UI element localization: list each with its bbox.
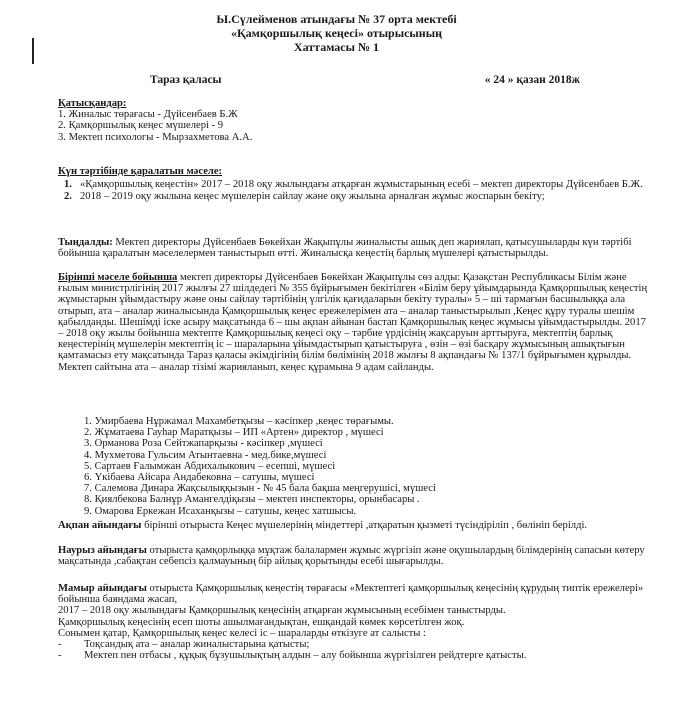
agenda-number: 1.	[64, 179, 72, 191]
member-item: 8. Қиялбекова Балнұр Амангелдіқызы – мектеп инспекторы, орынбасары .	[84, 494, 420, 506]
february-text: бірінші отырыста Кеңес мүшелерінің міндеттері ,атқаратын қызметі түсіндіріліп , бөлініп берілді.	[141, 520, 588, 531]
document-header	[0, 12, 673, 54]
participant-item: 1. Жиналыс төрағасы - Дүйсенбаев Б.Ж	[58, 109, 238, 121]
member-item: 5. Сартаев Ғалымжан Абдихалыкович – есепші, мүшесі	[84, 460, 336, 472]
city-date-row	[150, 74, 580, 86]
first-question-section	[58, 272, 648, 373]
agenda-text: «Қамқоршылық кеңестін» 2017 – 2018 оқу жылындағы атқарған жұмыстарының есебі – мектеп директоры Дүйсенбаев Б.Ж.	[80, 179, 643, 191]
closing-line: Сонымен қатар, Қамқоршылық кеңес келесі іс – шараларды өткізуге ат салысты :	[58, 627, 426, 639]
member-item: 7. Салемова Динара Жақсылыққызын - № 45 бала бақша меңгерушісі, мүшесі	[84, 483, 436, 495]
may-label: Мамыр айындағы	[58, 583, 147, 594]
may-text: отырыста Қамқоршылық кеңестің төрағасы «Мектептегі қамқоршылық кеңесінің құрудың типтік ережелері» бойынша баяндама жасап,	[58, 583, 644, 606]
first-question-text: мектеп директоры Дүйсенбаев Бөкейхан Жақыпұлы сөз алды: Қазақстан Республикасы Білім және ғылым министрлігінің 2017 жылғы 27 шілдедегі № 355 бұйрығымен бекітілген «Білім беру ұйымдарында Қамқоршылық кеңестің жұмыстарын ұйымдастыру және оны сайлау тәртібінің үлгілік қағидаларын бекіту туралы» 5 – ші тармағын басшылыққа ала отырып, ата – аналар жиналысында Қамқоршылық кеңес ережелерімен ата – аналар таныстырылып ,Кеңес құру туралы шешім қабылданды. Шешімді іске асыру мақсатында 6 – шы ақпан айынан бастап Қамқоршылық кеңес жұмысы ұйымдастырылды. 2017 – 2018 оқу жылы бойынша мектепте Қамқоршылық кеңесі оқу – тәрбие үрдісінің жақсаруын арттыруға, мектептің барлық кеңестерінің мүшелерін мектептің іс – шараларына ұйымдастырып қатыстыруға , өзін – өзі басқару жұмысының ашықтығын қамтамасыз ету мақсатында Тараз қаласы әкімдігінің білім бөлімінің 2018 жылғы 8 ақпандағы № 137/1 бұйрығымен құрылды. Мектеп сайтына ата – аналар тізімі жарияланып, кеңес құрамына 9 адам сайланды.	[58, 272, 648, 373]
march-text: отырыста қамқорлыққа мұқтаж балалармен жұмыс жүргізіп және оқушылардың білімдерінің сапасын көтеру мақсатында ,сабақтан себепсіз қалмауының бір айлық қорытынды есебі шығарылды.	[58, 545, 645, 568]
may-section	[58, 583, 648, 661]
participants-title: Қатысқандар:	[58, 98, 127, 109]
members-list	[58, 416, 648, 517]
school-name: Ы.Сүлейменов атындағы № 37 орта мектебі	[216, 12, 457, 26]
member-item: 1. Умирбаева Нұржамал Махамбетқызы – кәсіпкер ,кеңес төрағымы.	[84, 416, 394, 427]
agenda-item	[58, 179, 648, 190]
participants-section	[58, 98, 648, 143]
participant-item: 3. Мектеп психологы - Мырзахметова А.А.	[58, 131, 253, 143]
first-question-label: Бірінші мәселе бойынша	[58, 272, 178, 283]
activity-text: Тоқсандық ата – аналар жиналыстарына қатысты;	[84, 639, 310, 651]
closing-line: Қамқоршылық кеңесінің есеп шоты ашылмағандықтан, ешқандай көмек көрсетілген жоқ.	[58, 616, 465, 628]
activity-text: Мектеп пен отбасы , құқық бұзушылықтың алдын – алу бойынша жүргізілген рейдтерге қатысты.	[84, 650, 527, 662]
february-section	[58, 520, 648, 531]
march-section	[58, 545, 648, 567]
member-item: 9. Омарова Еркежан Исаханқызы – сатушы, кеңес хатшысы.	[84, 505, 357, 517]
agenda-text: 2018 – 2019 оқу жылына кеңес мүшелерін сайлау және оқу жылына арналған жұмыс жоспарын бекіту;	[80, 191, 545, 203]
council-name: «Қамқоршылық кеңесі» отырысының	[230, 26, 442, 40]
agenda-item	[58, 191, 648, 202]
listened-section	[58, 237, 648, 259]
protocol-title: Хаттамасы № 1	[293, 40, 380, 54]
member-item: 4. Мухметова Гульсим Атынтаевна - мед.бике,мүшесі	[84, 449, 327, 461]
activity-item	[58, 639, 648, 650]
activity-dash: -	[58, 650, 62, 662]
activity-item	[58, 650, 648, 661]
activity-dash: -	[58, 639, 62, 651]
february-label: Ақпан айындағы	[58, 520, 142, 531]
member-item: 6. Үкібаева Айсара Андабековна – сатушы, мүшесі	[84, 472, 315, 484]
agenda-title: Күн тәртібінде қаралатын мәселе:	[58, 166, 223, 177]
participant-item: 2. Қамқоршылық кеңес мүшелері - 9	[58, 120, 224, 132]
city: Тараз қаласы	[150, 74, 222, 86]
listened-label: Тыңдалды:	[58, 237, 113, 248]
agenda-section	[58, 166, 648, 203]
listened-text: Мектеп директоры Дүйсенбаев Бөкейхан Жақыпұлы жиналысты ашық деп жариялап, қатысушыларды күн тәртібі бойынша қаралатын мәселелермен таныстырып өтті. Жиналысқа кеңестің барлық мүшелері қатыстырылды.	[58, 237, 632, 260]
date: « 24 » қазан 2018ж	[484, 74, 580, 86]
member-item: 2. Жұматаева Гауһар Маратқызы – ИП «Артен» директор , мүшесі	[84, 427, 384, 439]
agenda-number: 2.	[64, 191, 72, 203]
member-item: 3. Орманова Роза Сейтжапарқызы - кәсіпкер ,мүшесі	[84, 438, 323, 450]
closing-line: 2017 – 2018 оқу жылындағы Қамқоршылық кеңесінің атқарған жұмысының есебімен таныстырды.	[58, 605, 506, 617]
march-label: Наурыз айындағы	[58, 545, 147, 556]
